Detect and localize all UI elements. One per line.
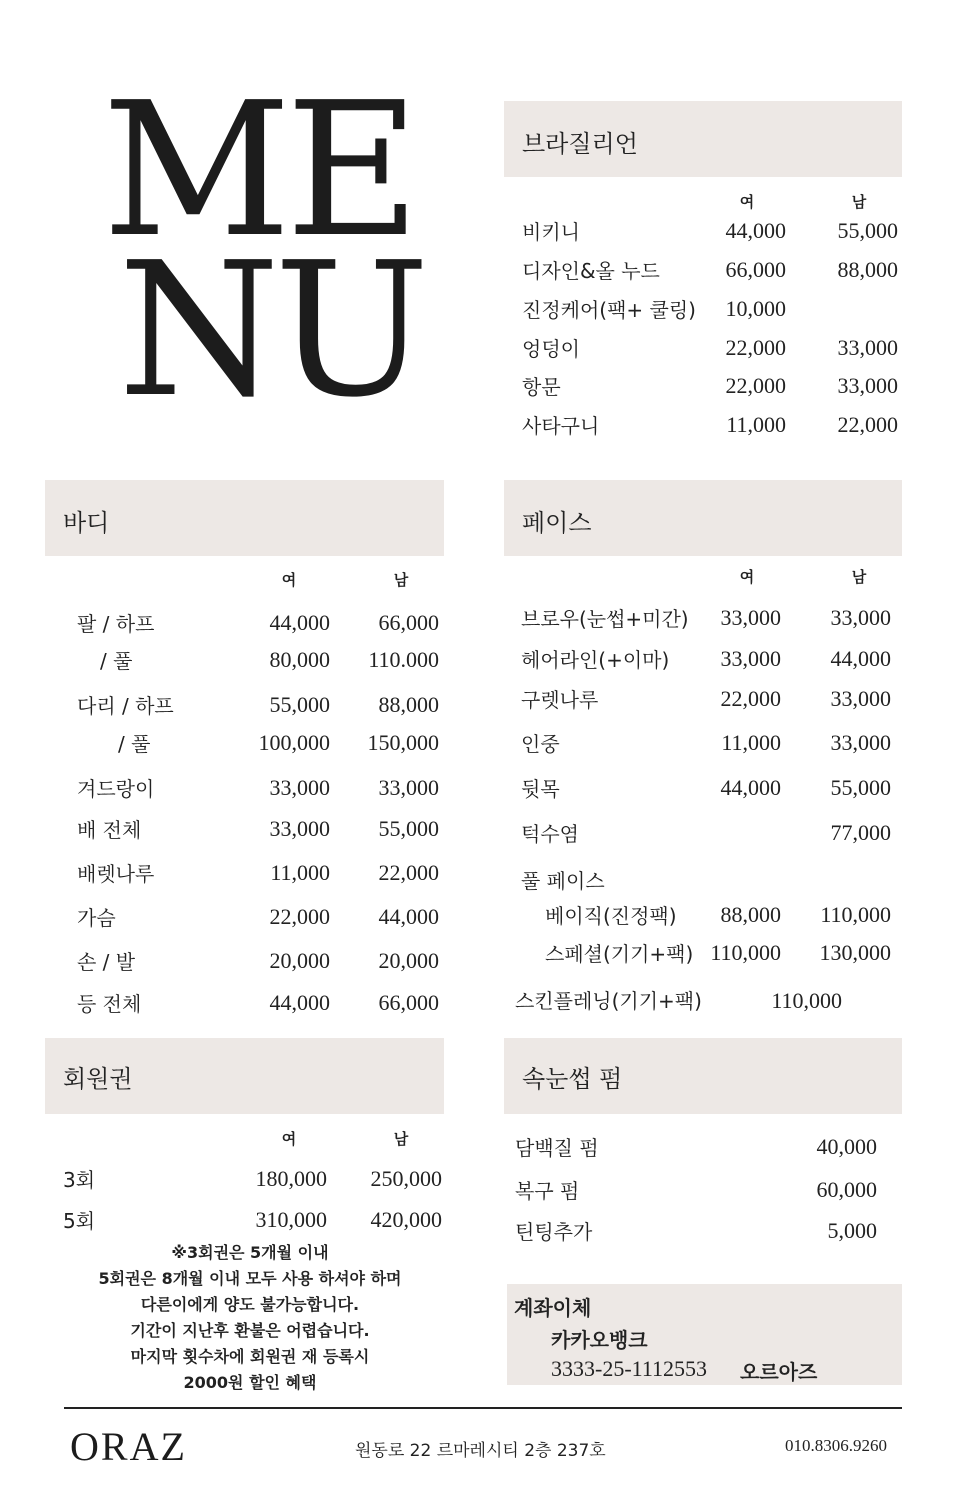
face-male-header: 남 (851, 568, 867, 586)
face-item-label: 뒷목 (521, 777, 560, 801)
membership-item-label: 5회 (63, 1209, 96, 1233)
face-female-price: 33,000 (720, 605, 781, 630)
lash-price-price: 40,000 (816, 1134, 877, 1159)
lash-item-label: 담백질 펌 (515, 1136, 599, 1160)
membership-note-line: 2000원 할인 혜택 (183, 1373, 317, 1392)
body-female-header: 여 (281, 571, 297, 589)
membership-item-label: 3회 (63, 1168, 96, 1192)
footer-address: 원동로 22 르마레시티 2층 237호 (355, 1441, 606, 1461)
brazilian-female-price: 11,000 (726, 412, 786, 437)
face-male-price: 55,000 (830, 775, 891, 800)
full-face-male-price: 110,000 (820, 902, 891, 927)
full-face-item-label: 베이직(진정팩) (545, 904, 677, 928)
skin-planing-label: 스킨플레닝(기기+팩) (515, 989, 702, 1013)
full-face-female-price: 110,000 (710, 940, 781, 965)
body-item-label: 겨드랑이 (77, 777, 155, 801)
account-holder: 오르아즈 (740, 1360, 818, 1384)
body-female-price: 11,000 (270, 860, 330, 885)
body-male-price: 33,000 (378, 775, 439, 800)
body-item-label: 배 전체 (77, 818, 142, 842)
body-male-price: 66,000 (378, 990, 439, 1015)
brazilian-item-label: 디자인&올 누드 (522, 259, 660, 283)
membership-female-price: 180,000 (255, 1166, 327, 1191)
membership-note-line: 5회권은 8개월 이내 모두 사용 하셔야 하며 (98, 1269, 402, 1288)
brazilian-item-label: 비키니 (522, 220, 580, 244)
membership-note-line: 마지막 횟수차에 회원권 재 등록시 (130, 1347, 370, 1366)
body-item-label: 다리 / 하프 (77, 694, 174, 718)
brazilian-item-label: 사타구니 (522, 414, 600, 438)
brazilian-female-header: 여 (739, 193, 755, 211)
lash-price-price: 60,000 (816, 1177, 877, 1202)
body-title: 바디 (63, 509, 110, 537)
footer-phone: 010.8306.9260 (785, 1436, 887, 1455)
brazilian-female-price: 10,000 (725, 296, 786, 321)
body-female-price: 33,000 (269, 775, 330, 800)
body-female-price: 80,000 (269, 647, 330, 672)
brazilian-female-price: 44,000 (725, 218, 786, 243)
face-title: 페이스 (522, 509, 592, 537)
full-face-item-label: 스페셜(기기+팩) (545, 942, 694, 966)
face-female-price: 22,000 (720, 686, 781, 711)
body-female-price: 20,000 (269, 948, 330, 973)
lash-item-label: 틴팅추가 (515, 1220, 593, 1244)
membership-female-header: 여 (281, 1130, 297, 1148)
face-item-label: 헤어라인(+이마) (521, 648, 670, 672)
brazilian-female-price: 22,000 (725, 373, 786, 398)
full-face-female-price: 88,000 (720, 902, 781, 927)
membership-male-price: 420,000 (370, 1207, 442, 1232)
full-face-label: 풀 페이스 (521, 869, 605, 893)
body-male-price: 20,000 (378, 948, 439, 973)
membership-female-price: 310,000 (255, 1207, 327, 1232)
menu-title-line2: NU (118, 222, 424, 438)
face-item-label: 턱수염 (521, 822, 579, 846)
account-title: 계좌이체 (514, 1296, 592, 1320)
brazilian-item-label: 진정케어(팩+ 쿨링) (522, 298, 696, 322)
face-item-label: 브로우(눈썹+미간) (521, 607, 689, 631)
face-female-price: 33,000 (720, 646, 781, 671)
face-item-label: 인중 (521, 732, 560, 756)
face-male-price: 77,000 (830, 820, 891, 845)
footer-divider (64, 1407, 902, 1409)
brazilian-male-price: 22,000 (837, 412, 898, 437)
body-item-label: 가슴 (77, 906, 116, 930)
footer-brand: ORAZ (70, 1424, 187, 1469)
body-item-label: 등 전체 (77, 992, 142, 1016)
body-male-price: 150,000 (367, 730, 439, 755)
body-male-price: 66,000 (378, 610, 439, 635)
account-bank: 카카오뱅크 (551, 1328, 648, 1352)
body-item-label: 배렛나루 (77, 862, 155, 886)
membership-male-price: 250,000 (370, 1166, 442, 1191)
brazilian-title: 브라질리언 (522, 130, 638, 158)
membership-note-line: 다른이에게 양도 불가능합니다. (140, 1295, 360, 1314)
body-female-price: 22,000 (269, 904, 330, 929)
body-male-price: 110.000 (368, 647, 439, 672)
face-male-price: 33,000 (830, 730, 891, 755)
lash-price-price: 5,000 (827, 1218, 877, 1243)
body-male-header: 남 (393, 571, 409, 589)
lash-title: 속눈썹 펌 (522, 1065, 623, 1093)
body-male-price: 22,000 (378, 860, 439, 885)
body-female-price: 44,000 (269, 990, 330, 1015)
body-item-label: 팔 / 하프 (77, 612, 155, 636)
brazilian-female-price: 66,000 (725, 257, 786, 282)
membership-male-header: 남 (393, 1130, 409, 1148)
body-item-label: / 풀 (118, 732, 151, 756)
brazilian-male-header: 남 (851, 193, 867, 211)
face-female-price: 44,000 (720, 775, 781, 800)
body-female-price: 44,000 (269, 610, 330, 635)
face-female-price: 11,000 (721, 730, 781, 755)
face-male-price: 33,000 (830, 686, 891, 711)
body-female-price: 100,000 (258, 730, 330, 755)
membership-note-line: 기간이 지난후 환불은 어렵습니다. (130, 1321, 370, 1340)
account-number: 3333-25-1112553 (551, 1356, 708, 1381)
menu-title-line1: ME (102, 62, 415, 278)
skin-planing-price: 110,000 (771, 988, 842, 1013)
face-male-price: 33,000 (830, 605, 891, 630)
brazilian-male-price: 33,000 (837, 335, 898, 360)
body-female-price: 55,000 (269, 692, 330, 717)
brazilian-item-label: 엉덩이 (522, 337, 580, 361)
body-male-price: 44,000 (378, 904, 439, 929)
face-item-label: 구렛나루 (521, 688, 599, 712)
lash-item-label: 복구 펌 (515, 1179, 580, 1203)
face-male-price: 44,000 (830, 646, 891, 671)
full-face-male-price: 130,000 (819, 940, 891, 965)
brazilian-item-label: 항문 (522, 375, 561, 399)
body-male-price: 55,000 (378, 816, 439, 841)
membership-title: 회원권 (63, 1065, 133, 1093)
body-item-label: 손 / 발 (77, 950, 136, 974)
body-male-price: 88,000 (378, 692, 439, 717)
face-female-header: 여 (739, 568, 755, 586)
body-female-price: 33,000 (269, 816, 330, 841)
brazilian-male-price: 88,000 (837, 257, 898, 282)
membership-note-line: ※3회권은 5개월 이내 (171, 1243, 329, 1262)
body-item-label: / 풀 (100, 649, 133, 673)
brazilian-male-price: 33,000 (837, 373, 898, 398)
brazilian-male-price: 55,000 (837, 218, 898, 243)
brazilian-female-price: 22,000 (725, 335, 786, 360)
